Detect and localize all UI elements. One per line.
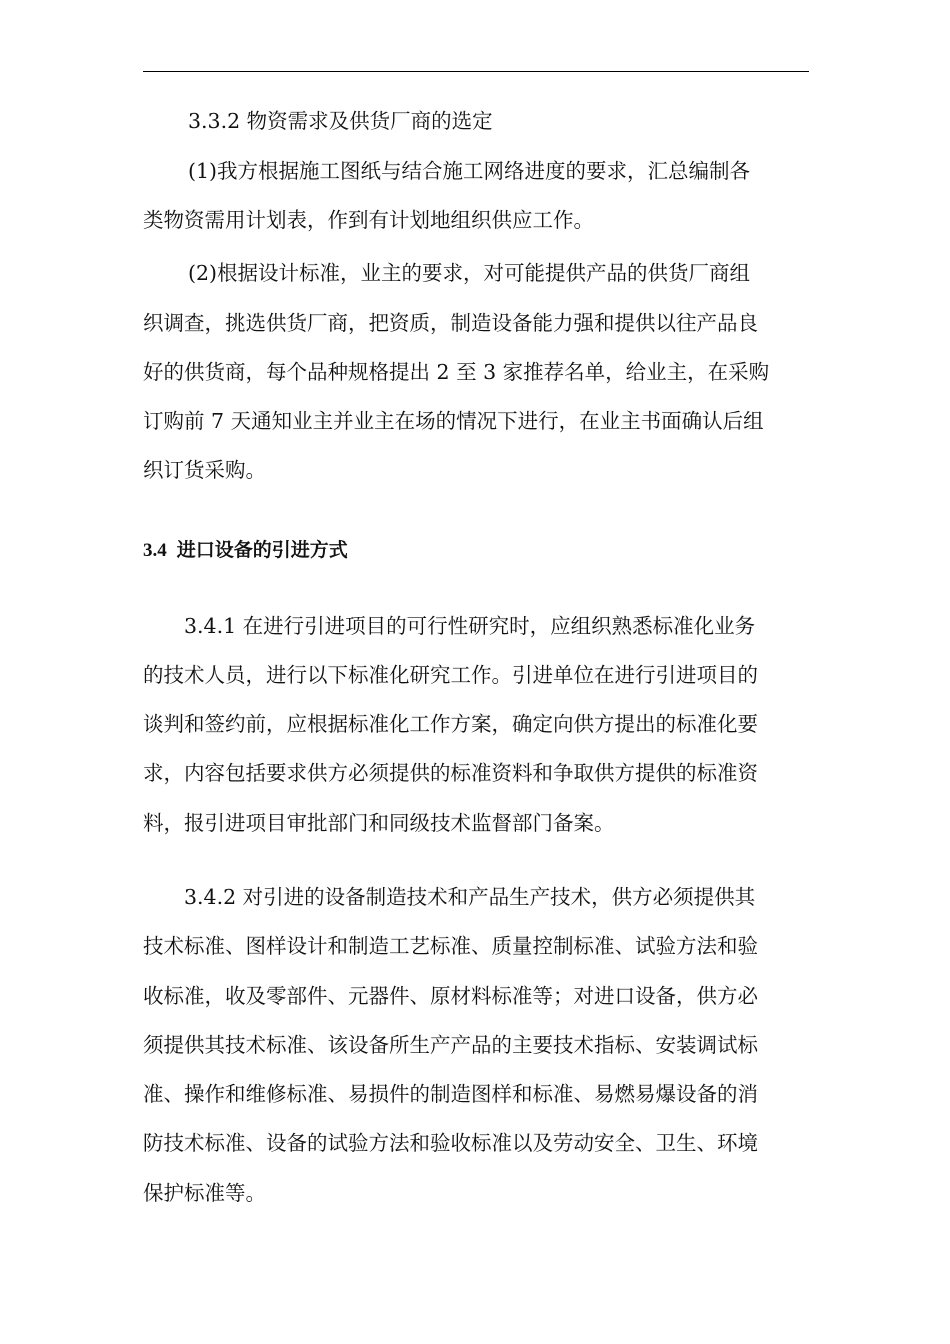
para-3-4-1-line-5: 料，报引进项目审批部门和同级技术监督部门备案。	[143, 811, 615, 835]
para-1-line-2: 类物资需用计划表，作到有计划地组织供应工作。	[143, 208, 594, 232]
para-2-line-1: (2)根据设计标准，业主的要求，对可能提供产品的供货厂商组	[188, 261, 751, 285]
section-3-4-number: 3.4	[143, 540, 167, 561]
para-3-4-1-line-2: 的技术人员，进行以下标准化研究工作。引进单位在进行引进项目的	[143, 663, 758, 687]
section-3-4-heading	[143, 537, 348, 564]
para-3-4-2-line-5: 准、操作和维修标准、易损件的制造图样和标准、易燃易爆设备的消	[143, 1082, 758, 1106]
para-3-4-1-line-1: 3.4.1 在进行引进项目的可行性研究时，应组织熟悉标准化业务	[184, 614, 756, 638]
para-3-4-1-line-4: 求，内容包括要求供方必须提供的标准资料和争取供方提供的标准资	[143, 761, 758, 785]
para-3-4-2-line-1: 3.4.2 对引进的设备制造技术和产品生产技术，供方必须提供其	[184, 885, 756, 909]
para-3-4-2-line-4: 须提供其技术标准、该设备所生产产品的主要技术指标、安装调试标	[143, 1033, 758, 1057]
para-3-4-2-line-7: 保护标准等。	[143, 1181, 266, 1205]
para-2-line-5: 织订货采购。	[143, 458, 266, 482]
para-1-line-1: (1)我方根据施工图纸与结合施工网络进度的要求，汇总编制各	[188, 159, 751, 183]
section-3-3-2-title: 3.3.2 物资需求及供货厂商的选定	[188, 109, 493, 133]
para-2-line-3: 好的供货商，每个品种规格提出 2 至 3 家推荐名单，给业主，在采购	[143, 360, 770, 384]
para-3-4-1-line-3: 谈判和签约前，应根据标准化工作方案，确定向供方提出的标准化要	[143, 712, 758, 736]
para-3-4-2-line-2: 技术标准、图样设计和制造工艺标准、质量控制标准、试验方法和验	[143, 934, 758, 958]
header-rule	[143, 71, 809, 72]
para-2-line-4: 订购前 7 天通知业主并业主在场的情况下进行，在业主书面确认后组	[143, 409, 764, 433]
para-3-4-2-line-6: 防技术标准、设备的试验方法和验收标准以及劳动安全、卫生、环境	[143, 1131, 758, 1155]
section-3-4-title: 进口设备的引进方式	[176, 539, 348, 561]
para-2-line-2: 织调查，挑选供货厂商，把资质，制造设备能力强和提供以往产品良	[143, 311, 758, 335]
para-3-4-2-line-3: 收标准，收及零部件、元器件、原材料标准等；对进口设备，供方必	[143, 984, 758, 1008]
